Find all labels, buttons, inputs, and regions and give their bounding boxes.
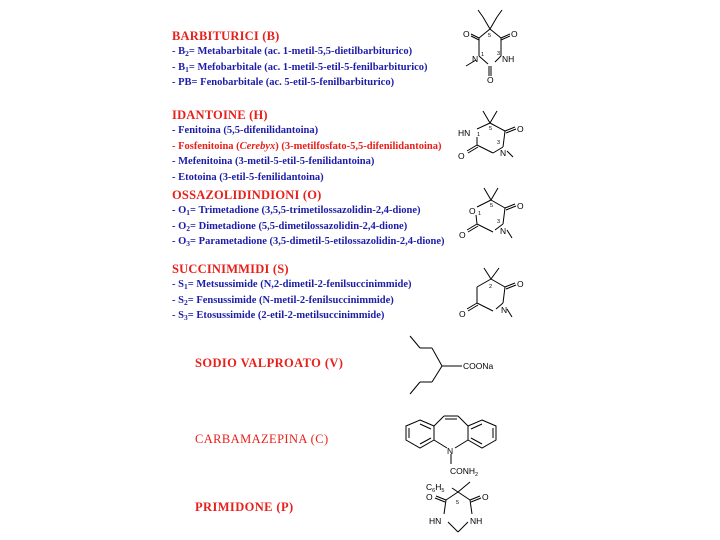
section-title: BARBITURICI (B) xyxy=(172,29,280,43)
section-ossazolidindioni xyxy=(172,188,445,250)
atom-label: HN xyxy=(458,128,471,138)
atom-label: O xyxy=(469,206,476,216)
list-item: - Mefenitoina (3-metil-5-etil-5-fenilidantoina) xyxy=(172,156,375,167)
atom-label: NH xyxy=(502,54,515,64)
list-item: - $S_1=$ Metsussimide (N,2-dimetil-2-fenilsuccinimmide) xyxy=(172,279,412,291)
atom-number: 3 xyxy=(497,219,501,225)
atom-number: 1 xyxy=(478,211,482,217)
atom-label: N xyxy=(447,446,454,456)
barbiturate-structure xyxy=(450,4,535,84)
list-item: - $B_2=$ Metabarbitale (ac. 1-metil-5,5-dietilbarbiturico) xyxy=(172,46,413,58)
atom-number: 3 xyxy=(497,140,501,146)
amide-label: $CONH_2$ xyxy=(450,466,479,476)
atom-label: HN xyxy=(429,516,442,526)
phenyl-label: $C_6H_5$ xyxy=(426,482,445,494)
section-title: IDANTOINE (H) xyxy=(172,108,268,122)
atom-number: 5 xyxy=(489,126,493,132)
atom-label: O xyxy=(459,230,466,240)
list-item: - Fenitoina (5,5-difenilidantoina) xyxy=(172,125,319,136)
atom-label: O xyxy=(458,151,465,161)
atom-number: 1 xyxy=(477,132,481,138)
list-item: - PB= Fenobarbitale (ac. 5-etil-5-fenilbarbiturico) xyxy=(172,77,395,88)
atom-label: NH xyxy=(470,516,483,526)
atom-label: O xyxy=(511,29,518,39)
atom-label: O xyxy=(463,29,470,39)
valproate-structure xyxy=(400,330,515,400)
section-title: OSSAZOLIDINDIONI (O) xyxy=(172,188,322,202)
list-item: - Etotoina (3-etil-5-fenilidantoina) xyxy=(172,171,324,183)
atom-label: N xyxy=(472,54,479,64)
atom-label: O xyxy=(426,492,433,502)
primidone-title: PRIMIDONE (P) xyxy=(195,500,294,514)
section-barbiturici xyxy=(172,29,428,91)
atom-number: 5 xyxy=(456,500,460,506)
atom-label: O xyxy=(482,492,489,502)
atom-number: 5 xyxy=(490,203,494,209)
atom-label: O xyxy=(517,124,524,134)
list-item: - $O_3=$ Parametadione (3,5-dimetil-5-etilossazolidin-2,4-dione) xyxy=(172,236,445,248)
list-item: - $S_2=$ Fensussimide (N-metil-2-fenilsuccinimmide) xyxy=(172,294,394,307)
list-item: - $O_2=$ Dimetadione (5,5-dimetilossazolidin-2,4-dione) xyxy=(172,220,408,233)
atom-number: 3 xyxy=(497,51,501,57)
atom-label: O xyxy=(487,75,494,84)
list-item: - $S_3=$ Etosussimide (2-etil-2-metilsuccinimmide) xyxy=(172,310,385,322)
atom-label: O xyxy=(517,201,524,211)
oxazolidinedione-structure xyxy=(455,182,535,250)
atom-label: N xyxy=(500,148,507,158)
succinimide-structure xyxy=(455,265,535,325)
primidone-structure xyxy=(420,478,500,540)
valproate-title: SODIO VALPROATO (V) xyxy=(195,356,344,370)
carbamazepine-structure xyxy=(398,408,518,476)
atom-label: O xyxy=(517,279,524,289)
carbamazepine-title: CARBAMAZEPINA (C) xyxy=(195,432,329,446)
list-item: - Fosfenitoina (Cerebyx) (3-metilfosfato-5,5-difenilidantoina) xyxy=(172,140,442,152)
list-item: - $O_1=$ Trimetadione (3,5,5-trimetilossazolidin-2,4-dione) xyxy=(172,205,421,217)
atom-label: O xyxy=(459,309,466,319)
atom-number: 2 xyxy=(489,284,493,290)
section-title: SUCCINIMMIDI (S) xyxy=(172,262,289,276)
carboxylate-label: COONa xyxy=(463,361,494,371)
atom-label: N xyxy=(501,305,508,315)
list-item: - $B_1=$ Mefobarbitale (ac. 1-metil-5-etil-5-fenilbarbiturico) xyxy=(172,61,428,74)
atom-number: 1 xyxy=(481,52,485,58)
atom-label: N xyxy=(500,226,507,236)
hydantoin-structure xyxy=(455,105,535,167)
section-succinimmidi xyxy=(172,262,412,324)
section-idantoine xyxy=(172,108,441,185)
atom-number: 5 xyxy=(488,33,492,39)
